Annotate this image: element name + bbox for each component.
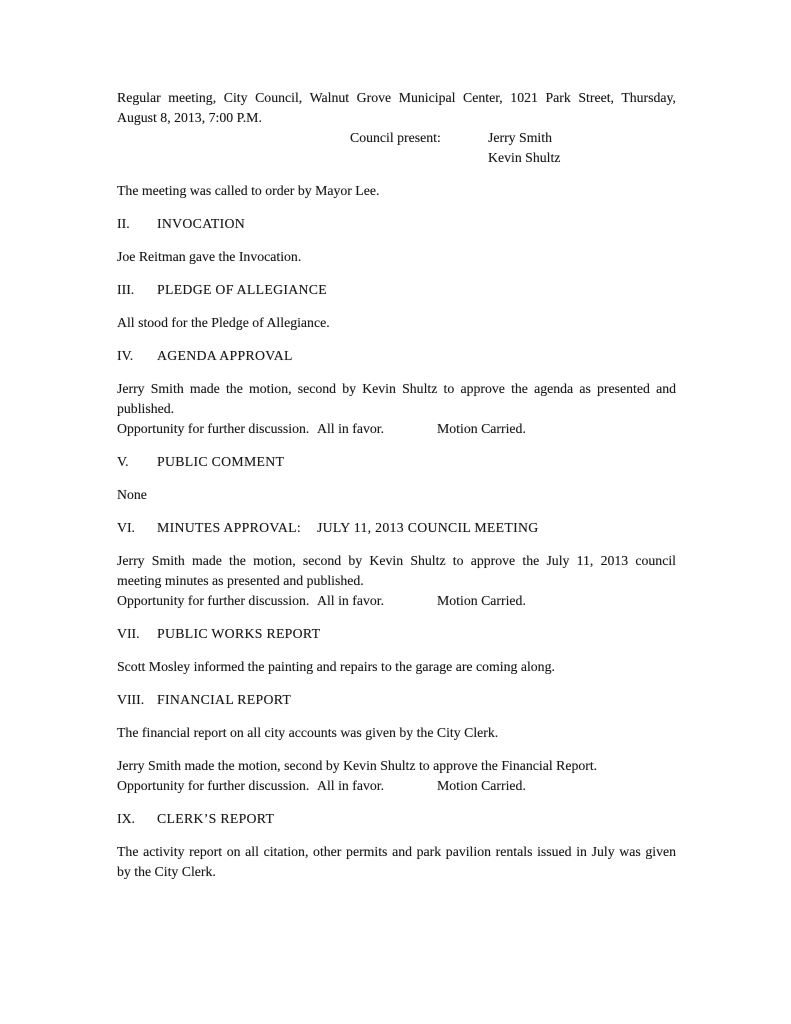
section-title: INVOCATION (157, 216, 246, 231)
section-title: AGENDA APPROVAL (157, 348, 293, 363)
motion-discussion: Opportunity for further discussion. (117, 421, 310, 436)
council-present-label: Council present: (350, 130, 441, 145)
intro-line: Regular meeting, City Council, Walnut Grove Municipal Center, 1021 Park Street, Thursday, (117, 90, 676, 105)
call-to-order-text: The meeting was called to order by Mayor Lee. (117, 183, 380, 198)
motion-carried: Motion Carried. (437, 421, 526, 436)
section-numeral: IV. (117, 348, 134, 363)
council-member-name: Kevin Shultz (488, 150, 561, 165)
paragraph (117, 247, 676, 267)
section-numeral: VI. (117, 520, 136, 535)
section-heading-financial-report (117, 690, 676, 710)
section-heading-public-works (117, 624, 676, 644)
paragraph (117, 842, 676, 882)
paragraph-line: The financial report on all city accounts was given by the City Clerk. (117, 725, 499, 740)
paragraph (117, 313, 676, 333)
motion-result-row (117, 419, 676, 439)
motion-carried: Motion Carried. (437, 778, 526, 793)
section-heading-agenda-approval (117, 346, 676, 366)
motion-paragraph (117, 379, 676, 439)
council-member-list (488, 128, 560, 168)
section-numeral: VII. (117, 626, 140, 641)
section-heading-clerks-report (117, 809, 676, 829)
section-title: PLEDGE OF ALLEGIANCE (157, 282, 328, 297)
section-title: FINANCIAL REPORT (157, 692, 292, 707)
paragraph-line: The activity report on all citation, other permits and park pavilion rentals issued in July was given (117, 844, 676, 859)
motion-favor: All in favor. (317, 778, 385, 793)
section-heading-public-comment (117, 452, 676, 472)
paragraph-line: All stood for the Pledge of Allegiance. (117, 315, 330, 330)
motion-favor: All in favor. (317, 593, 385, 608)
paragraph (117, 657, 676, 677)
section-title: PUBLIC COMMENT (157, 454, 285, 469)
paragraph-line: published. (117, 401, 175, 416)
council-present-row (350, 128, 676, 168)
section-numeral: V. (117, 454, 129, 469)
paragraph (117, 485, 676, 505)
paragraph-line: Jerry Smith made the motion, second by Kevin Shultz to approve the agenda as presented and (117, 381, 676, 396)
motion-discussion: Opportunity for further discussion. (117, 778, 310, 793)
section-title: PUBLIC WORKS REPORT (157, 626, 321, 641)
paragraph-line: meeting minutes as presented and published. (117, 573, 364, 588)
section-heading-invocation (117, 214, 676, 234)
section-title: CLERK’S REPORT (157, 811, 275, 826)
motion-discussion: Opportunity for further discussion. (117, 593, 310, 608)
call-to-order-paragraph (117, 181, 676, 201)
section-numeral: IX. (117, 811, 136, 826)
motion-carried: Motion Carried. (437, 593, 526, 608)
section-title: MINUTES APPROVAL: (157, 520, 301, 535)
paragraph-line: Jerry Smith made the motion, second by Kevin Shultz to approve the Financial Report. (117, 758, 598, 773)
motion-paragraph (117, 756, 676, 796)
paragraph-line: Joe Reitman gave the Invocation. (117, 249, 302, 264)
section-heading-pledge (117, 280, 676, 300)
motion-paragraph (117, 551, 676, 611)
council-member-name: Jerry Smith (488, 130, 552, 145)
paragraph-line: Jerry Smith made the motion, second by Kevin Shultz to approve the July 11, 2013 council (117, 553, 676, 568)
paragraph-line: None (117, 487, 147, 502)
section-subtitle: JULY 11, 2013 COUNCIL MEETING (317, 520, 539, 535)
motion-result-row (117, 776, 676, 796)
document-content (117, 88, 676, 895)
section-numeral: III. (117, 282, 135, 297)
motion-result-row (117, 591, 676, 611)
intro-line: August 8, 2013, 7:00 P.M. (117, 110, 262, 125)
section-numeral: VIII. (117, 692, 145, 707)
section-numeral: II. (117, 216, 130, 231)
paragraph-line: Scott Mosley informed the painting and repairs to the garage are coming along. (117, 659, 555, 674)
motion-favor: All in favor. (317, 421, 385, 436)
paragraph-line: by the City Clerk. (117, 864, 216, 879)
paragraph (117, 723, 676, 743)
intro-paragraph (117, 88, 676, 128)
section-heading-minutes-approval (117, 518, 676, 538)
